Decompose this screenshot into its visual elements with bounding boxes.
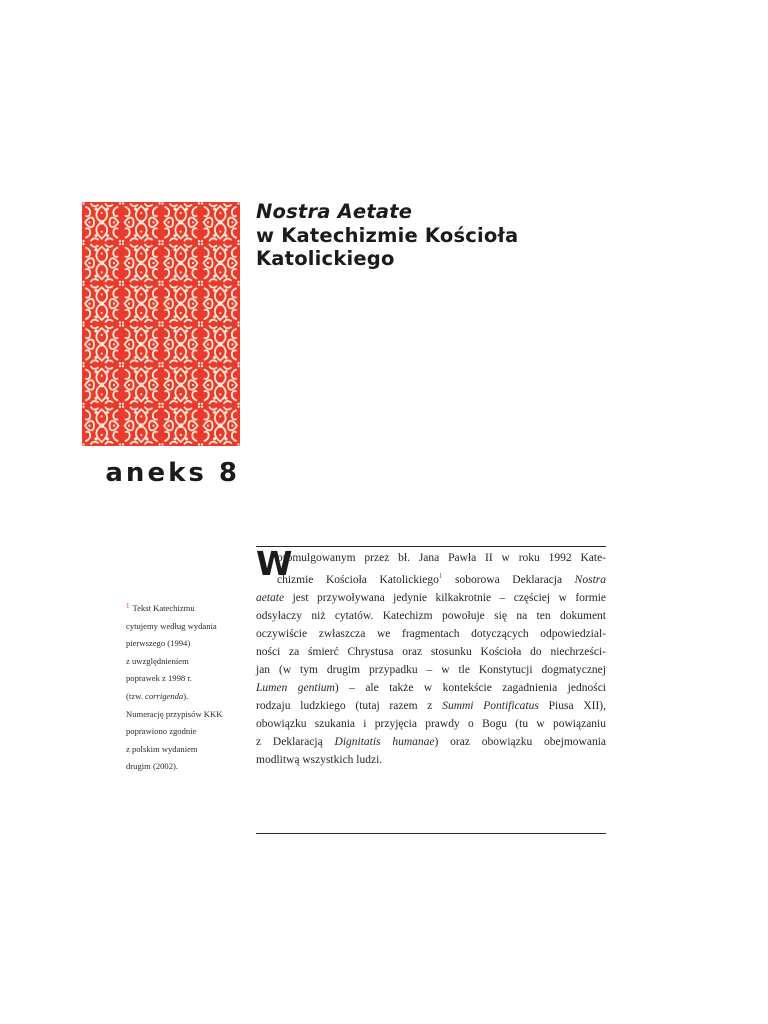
top-rule — [256, 546, 606, 547]
red-ornamental-pattern — [82, 202, 240, 446]
annex-label: aneks 8 — [105, 458, 240, 488]
sidenote-line: z uwzględnieniem — [126, 655, 189, 666]
body-line: jan (w tym drugim przypadku – w tle Konstytucji dogmatycznej — [256, 664, 606, 676]
drop-cap: W — [256, 544, 293, 583]
body-line: modlitwą wszystkich ludzi. — [256, 754, 383, 766]
sidenote-number: 1 — [126, 602, 130, 610]
title-line-2: w Katechizmie Kościoła — [256, 223, 519, 247]
sidenote-line: drugim (2002). — [126, 761, 179, 772]
body-line: obowiązku szukania i przyjęcia prawdy o Bogu (tu w powiązaniu — [256, 718, 606, 730]
chapter-title — [256, 200, 636, 271]
sidenote-line: $^1$ Tekst Katechizmu — [126, 602, 195, 613]
body-line: promulgowanym przez bł. Jana Pawła II w roku 1992 Kate- — [277, 552, 606, 564]
title-line-3: Katolickiego — [256, 247, 395, 270]
body-line: rodzaju ludzkiego (tutaj razem z Summi Pontificatus Piusa XII), — [256, 700, 607, 712]
sidenote-line: z polskim wydaniem — [126, 743, 198, 754]
sidenote-line: Numerację przypisów KKK — [126, 708, 223, 719]
title-line-1: Nostra Aetate — [256, 200, 413, 223]
body-line: Lumen gentium) – ale także w kontekście zagadnienia jedności — [256, 682, 607, 694]
body-paragraph — [256, 549, 606, 769]
body-line: odsyłaczy niż cytatów. Katechizm powołuje się na ten dokument — [256, 610, 606, 622]
sidenote-line: pierwszego (1994) — [126, 638, 191, 649]
footnote-ref[interactable]: 1 — [438, 572, 443, 580]
sidenote — [126, 598, 246, 776]
body-line: oczywiście zwłaszcza we fragmentach dotyczących odpowiedzial- — [256, 628, 606, 640]
body-line: z Deklaracją Dignitatis humanae) oraz obowiązku obejmowania — [256, 736, 606, 748]
body-line: aetate jest przywoływana jedynie kilkakrotnie – częściej w formie — [256, 592, 606, 604]
sidenote-line: poprawek z 1998 r. — [126, 673, 192, 684]
body-line: chizmie Kościoła Katolickiego$^1$ soborowa Deklaracja Nostra — [277, 572, 606, 586]
sidenote-line: cytujemy według wydania — [126, 620, 217, 631]
body-line: ności za śmierć Chrystusa oraz stosunku Kościoła do niechrześci- — [256, 646, 606, 658]
sidenote-line: (tzw. corrigenda). — [126, 690, 189, 701]
bottom-rule — [256, 833, 606, 834]
sidenote-line: poprawiono zgodnie — [126, 726, 197, 737]
